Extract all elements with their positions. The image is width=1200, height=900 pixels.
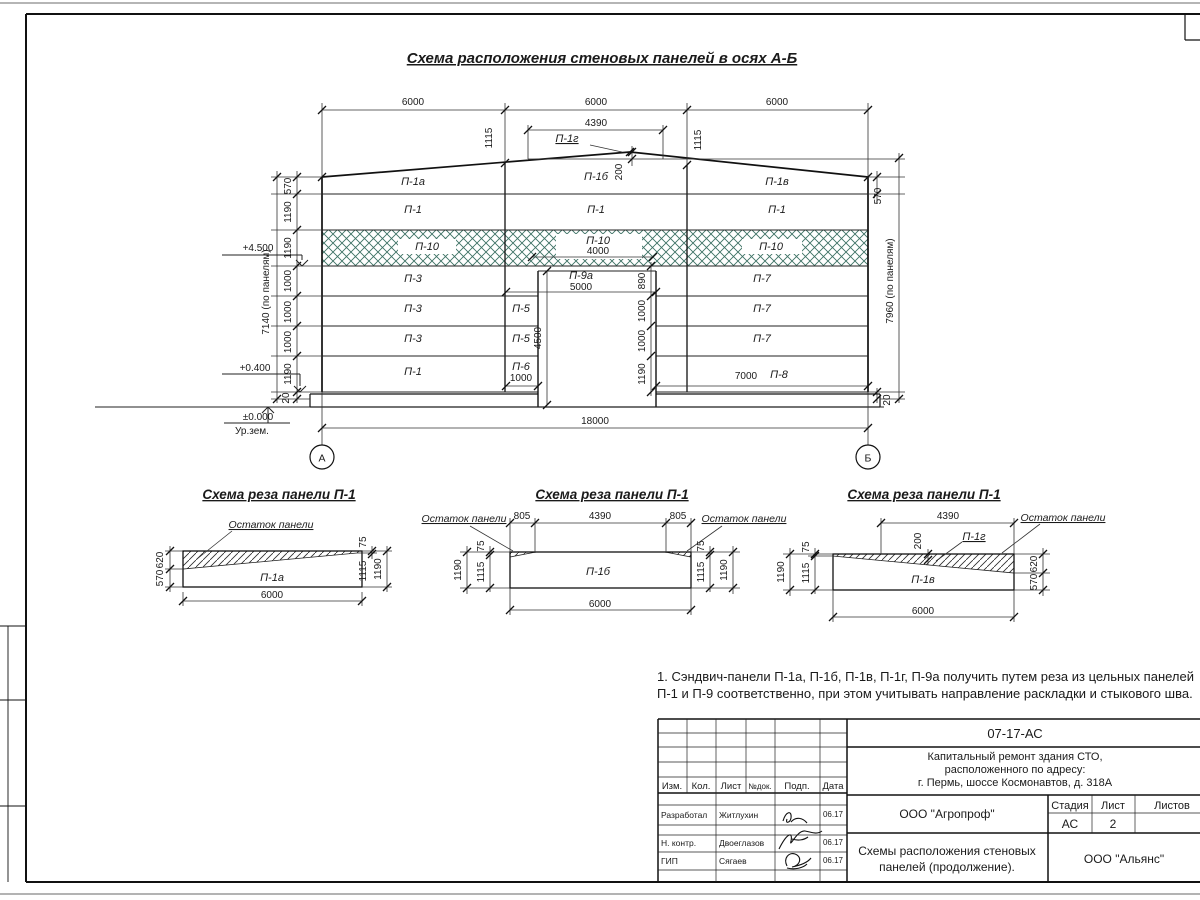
signature-3 — [786, 854, 811, 869]
panel-label: П-10 — [586, 235, 610, 247]
dim-text: 20 — [882, 394, 893, 406]
dim-text: 6000 — [765, 97, 789, 108]
main-elevation — [95, 50, 905, 469]
panel-label: П-3 — [404, 333, 422, 345]
axis-label-a: А — [318, 452, 326, 465]
role-cell: Разработал — [661, 810, 708, 820]
dim-text: 1190 — [283, 201, 294, 223]
dim-text: 1000 — [283, 269, 294, 293]
panel-label: П-7 — [753, 303, 771, 315]
dim-text: 1190 — [283, 237, 294, 259]
panel-label: П-5 — [512, 303, 530, 315]
dim-text: 1190 — [453, 559, 464, 581]
dim-text: 1190 — [776, 561, 787, 583]
remnant-label: Остаток панели — [228, 519, 314, 531]
dim-text: 1190 — [637, 363, 648, 385]
dim-text: 4390 — [584, 118, 608, 129]
level-text: +0.400 — [239, 363, 271, 374]
column-header: Подп. — [784, 781, 810, 792]
panel-label: П-10 — [759, 241, 783, 253]
remnant-wedge — [183, 551, 362, 569]
panel-label: П-1 — [404, 204, 422, 216]
panel-label: П-3 — [404, 273, 422, 285]
general-note — [657, 669, 1194, 701]
panel-row-lines — [322, 194, 868, 392]
dim-total-right: 7960 (по панелям) — [885, 238, 896, 324]
org2-name: ООО "Альянс" — [1083, 852, 1165, 866]
date-cell: 06.17 — [822, 856, 844, 865]
doc-number: 07-17-АС — [987, 726, 1043, 741]
panel-label: П-1в — [765, 176, 789, 188]
panel-label: П-1 — [404, 366, 422, 378]
date-cell: 06.17 — [822, 810, 844, 819]
column-header: Кол. — [691, 781, 711, 792]
name-cell: Житлухин — [719, 810, 759, 820]
dim-text: 6000 — [911, 606, 935, 617]
dim-text: 570 — [1029, 573, 1040, 591]
dim-text: 5000 — [569, 282, 593, 293]
column-header: Лист — [720, 781, 742, 792]
panel-label: П-1 — [587, 204, 605, 216]
dim-text: 1000 — [637, 329, 648, 353]
remnant-wedges — [510, 552, 691, 557]
dim-text: 75 — [696, 540, 707, 552]
grid-columns — [505, 163, 687, 392]
note-line-2: П-1 и П-9 соответственно, при этом учитывать направление раскладки и стыкового шва. — [657, 686, 1193, 701]
dim-text: 1190 — [373, 558, 384, 580]
signature-2 — [779, 831, 822, 849]
dim-text: 20 — [281, 392, 292, 404]
column-header: №док. — [748, 782, 772, 791]
dim-text: 200 — [913, 532, 924, 550]
stage-header: Стадия — [1051, 800, 1089, 812]
panel-label: П-9а — [569, 270, 593, 282]
dim-text: 570 — [155, 569, 166, 587]
level-text: +4.500 — [242, 243, 274, 254]
note-line-1: 1. Сэндвич-панели П-1а, П-1б, П-1в, П-1г, П-9а получить путем реза из цельных панелей — [657, 669, 1194, 684]
main-title: Схема расположения стеновых панелей в осях А-Б — [406, 50, 798, 67]
panel-label: П-1а — [260, 572, 284, 584]
dim-text: 1115 — [476, 561, 487, 583]
dim-text: 75 — [476, 540, 487, 552]
panel-label: П-1в — [911, 574, 935, 586]
dim-text: 1190 — [283, 363, 294, 385]
remnant-wedge — [833, 554, 1014, 573]
dim-text: 570 — [873, 187, 884, 205]
dim-text: 6000 — [401, 97, 425, 108]
dim-text: 1115 — [484, 127, 495, 149]
dim-text: 6000 — [260, 590, 284, 601]
detail-cut-scheme-1 — [155, 487, 392, 606]
name-cell: Сягаев — [719, 856, 747, 866]
role-cell: Н. контр. — [661, 838, 697, 848]
dim-text: 4000 — [586, 246, 610, 257]
leader-lines — [470, 526, 722, 551]
dim-text: 4390 — [936, 511, 960, 522]
date-cell: 06.17 — [822, 838, 844, 847]
sheet-header: Лист — [1101, 800, 1125, 812]
panel-label: П-3 — [404, 303, 422, 315]
signature-1 — [783, 813, 807, 823]
axis-label-b: Б — [864, 452, 872, 465]
panel-label: П-1б — [586, 566, 610, 578]
panel-label-p1g: П-1г — [555, 133, 579, 145]
panel-label: П-7 — [753, 273, 771, 285]
dim-text: 1115 — [801, 562, 812, 584]
detail-cut-scheme-3 — [776, 487, 1106, 622]
panel-label: П-5 — [512, 333, 530, 345]
remnant-label: Остаток панели — [701, 513, 787, 525]
detail-cut-scheme-2 — [422, 487, 787, 615]
drawing-title: Схемы расположения стеновых — [858, 844, 1036, 858]
stage-value: АС — [1061, 817, 1079, 831]
dim-text: 805 — [669, 511, 687, 522]
panel-label: П-1б — [584, 171, 608, 183]
detail-title: Схема реза панели П-1 — [847, 487, 1001, 502]
column-header: Дата — [822, 781, 844, 792]
dim-text: 4390 — [588, 511, 612, 522]
sheet-value: 2 — [1109, 817, 1117, 831]
dim-text: 7000 — [734, 371, 758, 382]
dim-text: 4500 — [533, 326, 544, 350]
left-margin-boxes — [0, 626, 26, 882]
sheets-header: Листов — [1154, 800, 1190, 812]
org-name: ООО "Агропроф" — [899, 807, 995, 821]
title-block — [658, 719, 1200, 882]
panel-label: П-10 — [415, 241, 439, 253]
level-text: ±0.000 — [242, 412, 274, 423]
detail-title: Схема реза панели П-1 — [535, 487, 689, 502]
panel-label: П-7 — [753, 333, 771, 345]
role-cell: ГИП — [661, 856, 678, 866]
column-header: Изм. — [661, 781, 683, 792]
remnant-label: Остаток панели — [1020, 512, 1106, 524]
dim-text: 1000 — [637, 299, 648, 323]
dim-text: 1000 — [283, 330, 294, 354]
project-name: Капитальный ремонт здания СТО, — [927, 751, 1103, 763]
project-name: г. Пермь, шоссе Космонавтов, д. 318А — [917, 777, 1113, 789]
dim-text: 18000 — [581, 416, 609, 427]
plinth — [310, 394, 880, 407]
panel-label-p1g: П-1г — [962, 531, 986, 543]
dim-text: 1115 — [696, 561, 707, 583]
dim-text: 1115 — [693, 129, 704, 151]
axis-bubbles — [310, 445, 880, 469]
dim-text: 6000 — [588, 599, 612, 610]
detail-title: Схема реза панели П-1 — [202, 487, 356, 502]
dim-text: 75 — [358, 536, 369, 548]
dim-text: 1115 — [358, 560, 369, 582]
panel-label: П-1а — [401, 176, 425, 188]
panel-label: П-6 — [512, 361, 530, 373]
corner-docnumber-box — [1185, 14, 1200, 40]
remnant-label: Остаток панели — [421, 513, 507, 525]
dim-text: 1000 — [283, 300, 294, 324]
panel-label: П-8 — [770, 369, 788, 381]
dim-text: 200 — [614, 163, 625, 181]
dim-text: 890 — [637, 272, 648, 290]
dim-text: 805 — [513, 511, 531, 522]
name-cell: Двоеглазов — [719, 838, 765, 848]
project-name: расположенного по адресу: — [944, 764, 1086, 776]
dim-text: 1190 — [719, 559, 730, 581]
dim-text: 620 — [155, 551, 166, 569]
dim-text: 570 — [283, 177, 294, 195]
dim-text: 620 — [1029, 555, 1040, 573]
dim-total-left: 7140 (по панелям) — [261, 249, 272, 335]
ground-level-label: Ур.зем. — [235, 426, 269, 437]
dim-text: 1000 — [509, 373, 533, 384]
dim-text: 6000 — [584, 97, 608, 108]
drawing-title: панелей (продолжение). — [879, 860, 1015, 874]
panel-label: П-1 — [768, 204, 786, 216]
dim-text: 75 — [801, 541, 812, 553]
